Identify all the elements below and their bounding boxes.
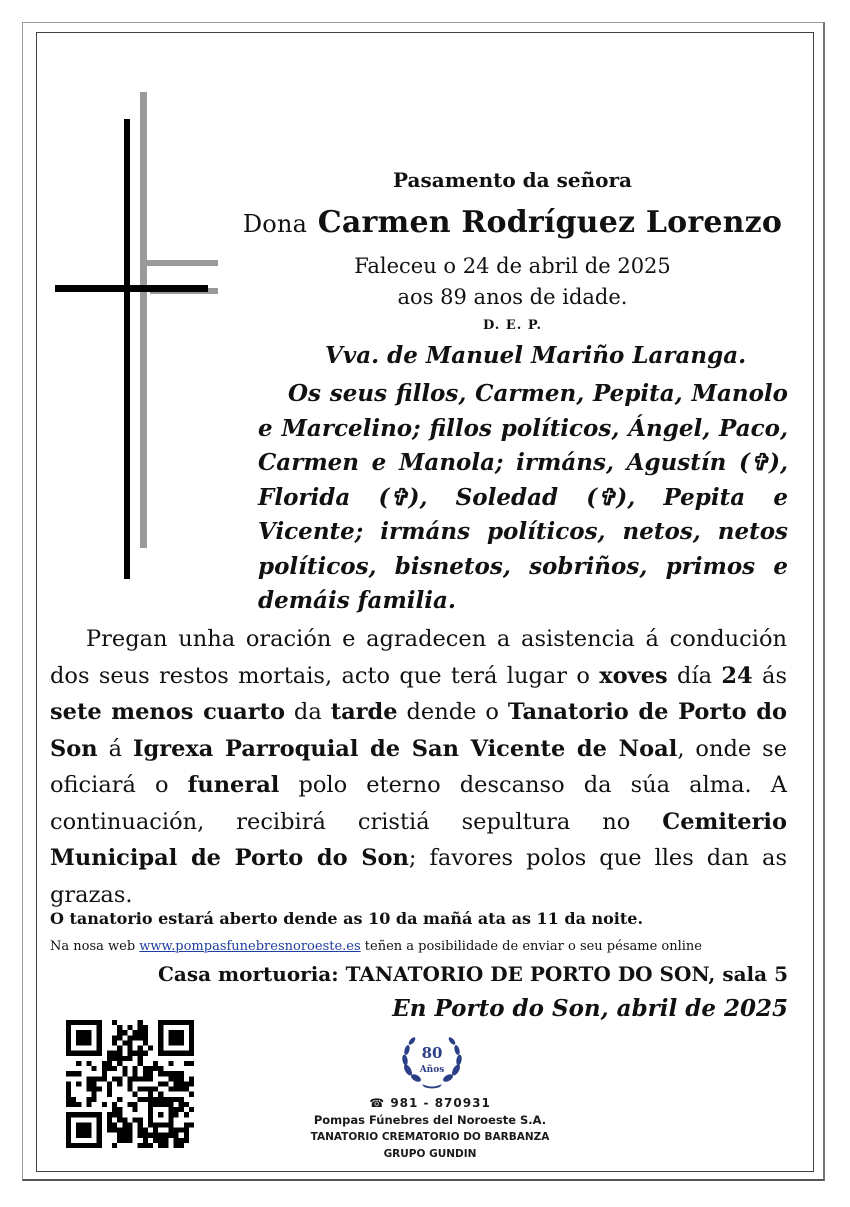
dep-label: D. E. P.	[483, 318, 542, 333]
web-line: Na nosa web www.pompasfunebresnoroeste.es teñen a posibilidade de enviar o seu pésame online	[50, 939, 702, 954]
group-name: GRUPO GUNDIN	[383, 1148, 477, 1160]
company-name: Pompas Fúnebres del Noroeste S.A.	[313, 1113, 547, 1127]
family-paragraph: Os seus fillos, Carmen, Pepita, Manolo e Marcelino; fillos políticos, Ángel, Paco, Carmen e Manola; irmáns, Agustín (✞), Florida (✞), Soledad (✞), Pepita e Vicente; irmáns políticos, netos, netos políticos, bisnetos, sobriños, primos e demáis familia.	[258, 380, 788, 614]
cross-black-vertical	[124, 119, 130, 579]
ceremony-paragraph: Pregan unha oración e agradecen a asistencia á condución dos seus restos mortais, acto que terá lugar o xoves día 24 ás sete menos cuarto da tarde dende o Tanatorio de Porto do Son á Igrexa Parroquial de San Vicente de Noal, onde se oficiará o funeral polo eterno descanso da súa alma. A continuación, recibirá cristiá sepultura no Cemiterio Municipal de Porto do Son; favores polos que lles dan as grazas.	[50, 626, 788, 908]
cross-gray-vertical	[140, 92, 147, 548]
intro-line: Pasamento da señora	[393, 168, 632, 192]
laurel-wreath-80-years-icon	[398, 1032, 466, 1090]
widow-line: Vva. de Manuel Mariño Laranga.	[325, 342, 747, 369]
casa-mortuoria: Casa mortuoria: TANATORIO DE PORTO DO SON, sala 5	[157, 962, 788, 986]
cross-black-horizontal	[55, 285, 208, 292]
website-link[interactable]: www.pompasfunebresnoroeste.es	[139, 939, 361, 954]
place-date: En Porto do Son, abril de 2025	[392, 995, 788, 1022]
deceased-name: Carmen Rodríguez Lorenzo	[317, 205, 783, 240]
logo-number: 80	[421, 1044, 443, 1062]
age-line: aos 89 anos de idade.	[397, 285, 628, 309]
logo-label: Años	[419, 1065, 445, 1075]
opening-hours: O tanatorio estará aberto dende as 10 da mañá ata as 11 da noite.	[50, 909, 644, 928]
cross-gray-horizontal	[140, 260, 218, 266]
qr-code-icon[interactable]	[66, 1020, 194, 1148]
phone-number: ☎ 981 - 870931	[369, 1096, 491, 1110]
death-date: Faleceu o 24 de abril de 2025	[354, 254, 671, 278]
deceased-name-heading	[235, 205, 790, 240]
crematorium-name: TANATORIO CREMATORIO DO BARBANZA	[310, 1131, 550, 1143]
title-prefix: Dona	[242, 210, 308, 238]
